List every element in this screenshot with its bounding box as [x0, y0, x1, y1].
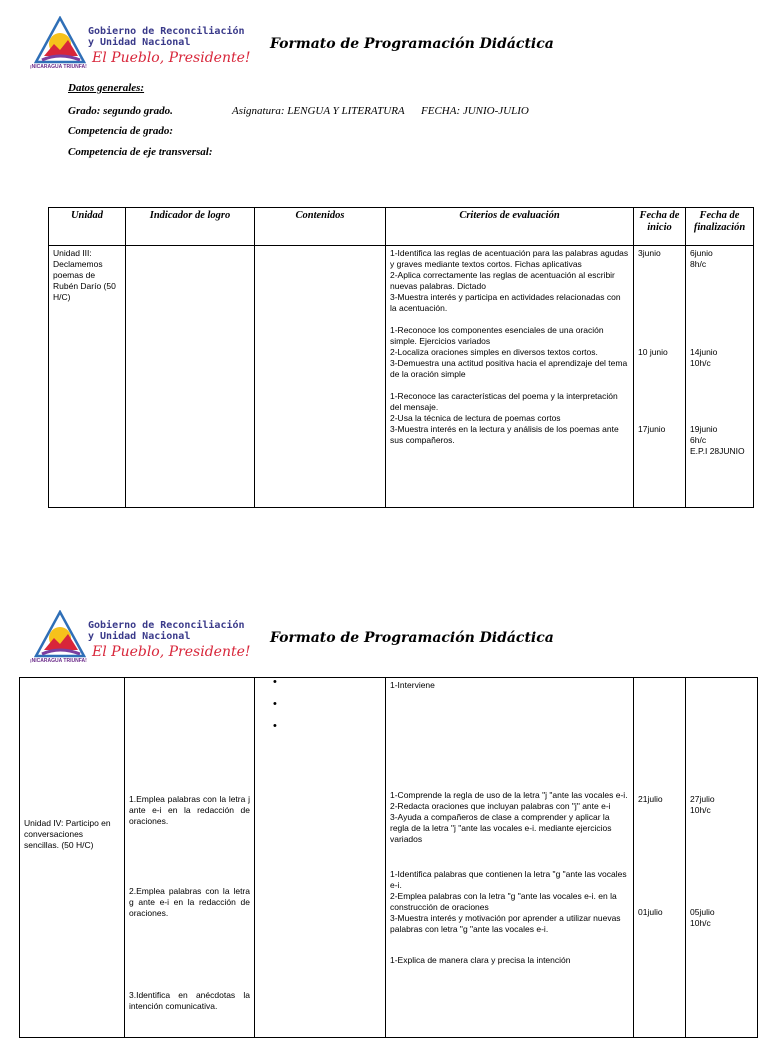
criterio-item: 1-Interviene — [390, 680, 435, 690]
criterio-item: 3-Muestra interés y participa en actividades relacionadas con la acentuación. — [390, 292, 621, 313]
programacion-table-1 — [48, 207, 754, 508]
criterio-item: 3-Ayuda a compañeros de clase a comprender y aplicar la regla de la letra "j "ante las vocales e-i. mediante ejercicios variados — [390, 812, 612, 844]
indicador-item: 2.Emplea palabras con la letra g ante e-i en la redacción de oraciones. — [129, 886, 250, 918]
criterio-item: 2-Emplea palabras con la letra "g "ante las vocales e-i. en la construcción de oraciones — [390, 891, 617, 912]
indicador-cell — [125, 678, 255, 1038]
fecha-fin-cell — [686, 246, 754, 508]
logo-gov-line2: y Unidad Nacional — [88, 631, 191, 642]
criterio-item: 2-Usa la técnica de lectura de poemas cortos — [390, 413, 561, 423]
fecha-inicio: 17junio — [638, 424, 666, 434]
fecha-fin-horas: 10h/c — [690, 805, 711, 815]
grado-line — [68, 105, 173, 117]
fecha-inicio: 3junio — [638, 248, 661, 258]
fecha-fin: 27julio — [690, 794, 715, 804]
header-fecha-fin: Fecha de finalización — [686, 208, 754, 246]
criterios-cell — [386, 246, 634, 508]
bullet-item: • — [273, 698, 277, 710]
table-header-row — [49, 208, 754, 246]
fecha-fin-cell — [686, 678, 758, 1038]
datos-generales-heading: Datos generales: — [68, 82, 145, 94]
fecha-fin-epi: E.P.I 28JUNIO — [690, 446, 745, 456]
table-row — [20, 678, 758, 1038]
contenidos-cell — [255, 246, 386, 508]
triangle-emblem-icon — [34, 16, 86, 66]
header-unidad: Unidad — [49, 208, 126, 246]
logo-gov-line1: Gobierno de Reconciliación — [88, 620, 245, 631]
criterio-item: 1-Reconoce las características del poema y la interpretación del mensaje. — [390, 391, 618, 412]
fecha-inicio: 10 junio — [638, 347, 668, 357]
grado-label: Grado: — [68, 105, 101, 117]
header-indicador: Indicador de logro — [126, 208, 255, 246]
indicador-item: 3.Identifica en anécdotas la intención comunicativa. — [129, 990, 250, 1011]
header-contenidos: Contenidos — [255, 208, 386, 246]
competencia-eje: Competencia de eje transversal: — [68, 146, 213, 158]
unidad-text: Unidad IV: Participo en conversaciones sencillas. (50 H/C) — [24, 817, 111, 850]
government-logo — [30, 608, 260, 668]
fecha-fin-horas: 10h/c — [690, 358, 711, 368]
competencia-grado: Competencia de grado: — [68, 125, 174, 137]
criterio-item: 3-Muestra interés en la lectura y análisis de los poemas ante sus compañeros. — [390, 424, 619, 445]
logo-gov-line1: Gobierno de Reconciliación — [88, 26, 245, 37]
fecha-inicio-cell — [634, 678, 686, 1038]
logo-small-text: ¡NICARAGUA TRIUNFA! — [30, 658, 87, 664]
indicador-cell — [126, 246, 255, 508]
fecha-fin-horas: 10h/c — [690, 918, 711, 928]
fecha-text: FECHA: JUNIO-JULIO — [421, 105, 529, 117]
fecha-fin: 05julio — [690, 907, 715, 917]
grado-value: segundo grado. — [103, 105, 173, 117]
unidad-cell — [20, 678, 125, 1038]
criterio-item: 2-Aplica correctamente las reglas de acentuación al escribir nuevas palabras. Dictado — [390, 270, 615, 291]
fecha-fin: 14junio — [690, 347, 718, 357]
criterio-item: 1-Reconoce los componentes esenciales de una oración simple. Ejercicios variados — [390, 325, 604, 346]
fecha-fin-horas: 8h/c — [690, 259, 707, 269]
criterio-item: 1-Identifica palabras que contienen la letra "g "ante las vocales e-i. — [390, 869, 627, 890]
programacion-table-2 — [19, 677, 758, 1038]
document-title: Formato de Programación Didáctica — [270, 630, 554, 646]
unidad-cell: Unidad III: Declamemos poemas de Rubén Darío (50 H/C) — [49, 246, 126, 508]
bullet-item: • — [273, 676, 277, 688]
header-criterios: Criterios de evaluación — [386, 208, 634, 246]
table-row — [49, 246, 754, 508]
fecha-fin-horas: 6h/c — [690, 435, 707, 445]
logo-gov-line2: y Unidad Nacional — [88, 37, 191, 48]
fecha-fin: 6junio — [690, 248, 713, 258]
fecha-inicio: 01julio — [638, 907, 663, 917]
criterio-item: 1-Explica de manera clara y precisa la intención — [390, 955, 571, 965]
bullet-item: • — [273, 720, 277, 732]
header-fecha-inicio: Fecha de inicio — [634, 208, 686, 246]
criterio-item: 2-Redacta oraciones que incluyan palabras con "j" ante e-i — [390, 801, 611, 811]
fecha-inicio: 21julio — [638, 794, 663, 804]
logo-slogan: El Pueblo, Presidente! — [92, 50, 251, 66]
criterio-item: 2-Localiza oraciones simples en diversos textos cortos. — [390, 347, 598, 357]
government-logo — [30, 14, 260, 74]
criterio-item: 1-Comprende la regla de uso de la letra "j "ante las vocales e-i. — [390, 790, 628, 800]
document-title: Formato de Programación Didáctica — [270, 36, 554, 52]
fecha-inicio-cell — [634, 246, 686, 508]
logo-slogan: El Pueblo, Presidente! — [92, 644, 251, 660]
fecha-fin: 19junio — [690, 424, 718, 434]
triangle-emblem-icon — [34, 610, 86, 660]
asignatura-text: Asignatura: LENGUA Y LITERATURA — [232, 105, 405, 117]
criterio-item: 3-Demuestra una actitud positiva hacia el aprendizaje del tema de la oración simple — [390, 358, 628, 379]
criterio-item: 3-Muestra interés y motivación por aprender a utilizar nuevas palabras con letra "g "ante las vocales e-i. — [390, 913, 621, 934]
criterios-cell — [386, 678, 634, 1038]
indicador-item: 1.Emplea palabras con la letra j ante e-i en la redacción de oraciones. — [129, 794, 250, 826]
logo-small-text: ¡NICARAGUA TRIUNFA! — [30, 64, 87, 70]
contenidos-cell — [255, 678, 386, 1038]
criterio-item: 1-Identifica las reglas de acentuación para las palabras agudas y graves mediante textos cortos. Fichas aplicativas — [390, 248, 629, 269]
